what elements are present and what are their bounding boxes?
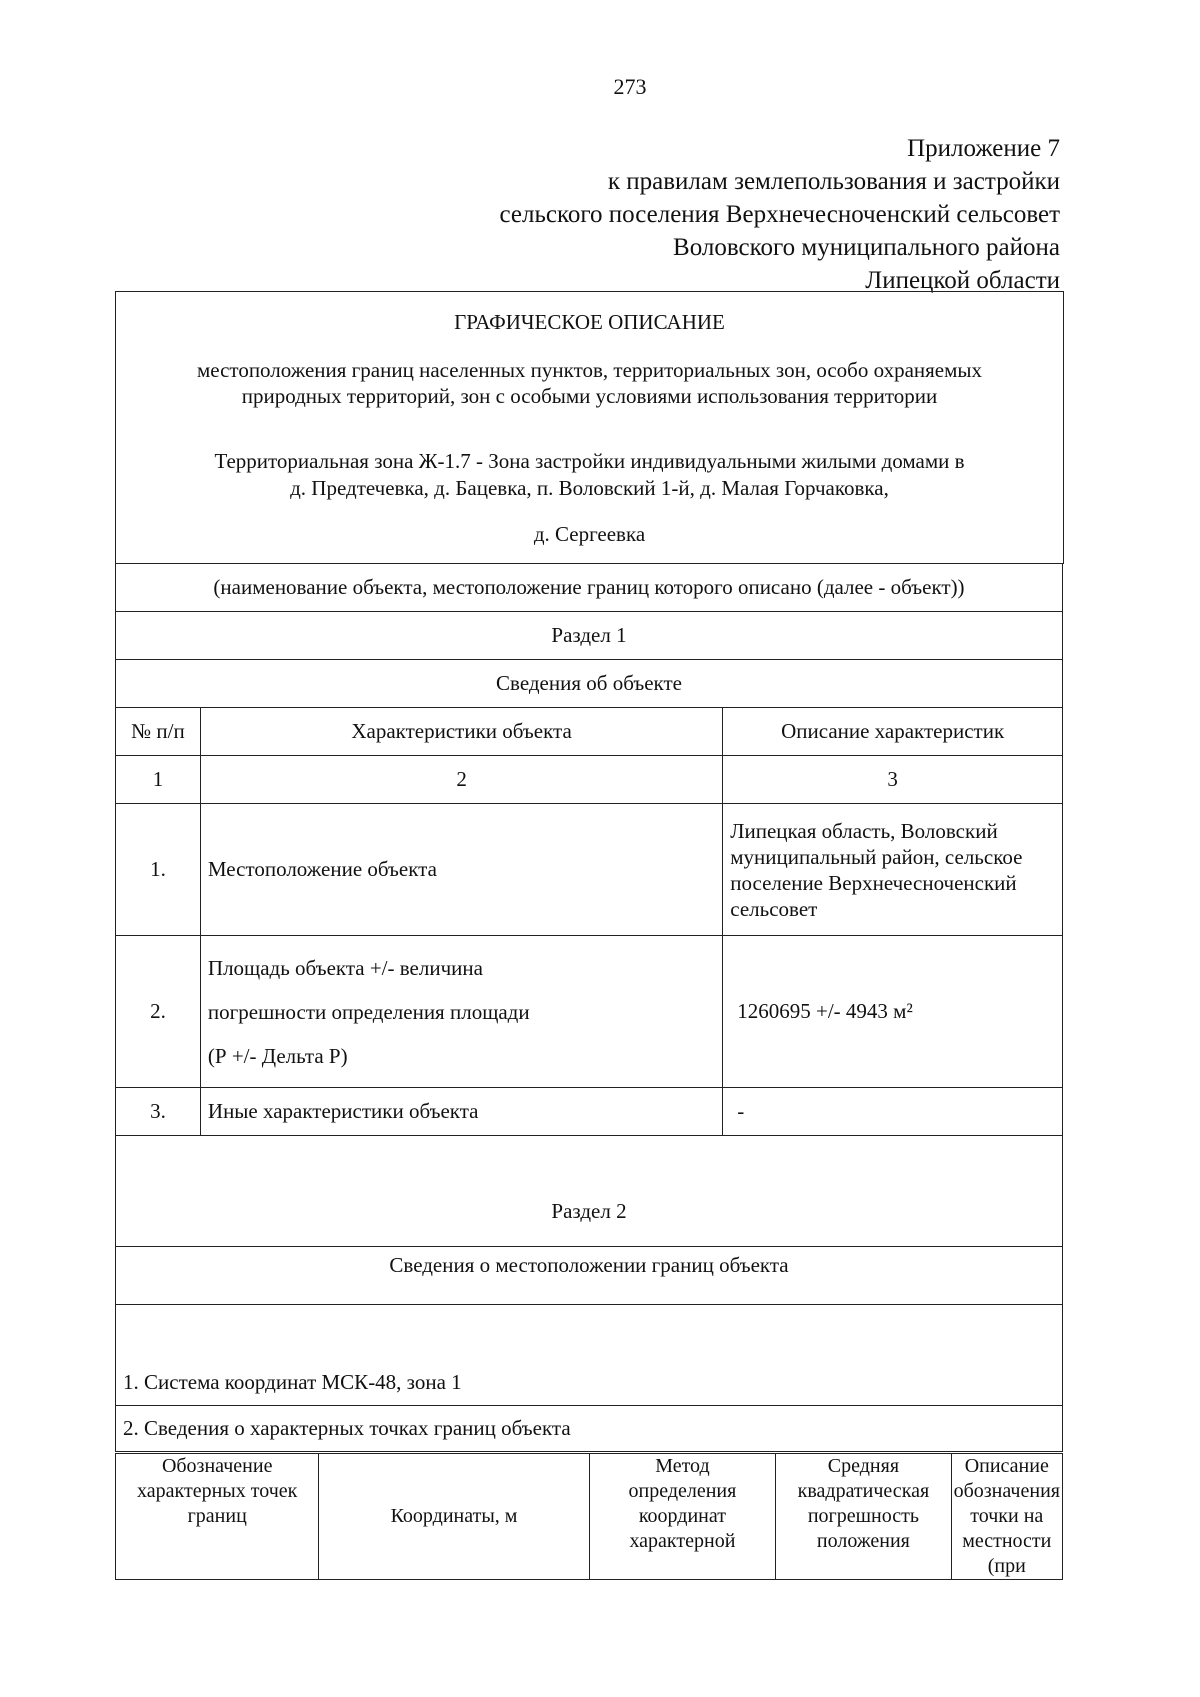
points-caption: 2. Сведения о характерных точках границ объекта [116, 1406, 1063, 1452]
row-number: 1. [116, 804, 201, 936]
object-caption: (наименование объекта, местоположение границ которого описано (далее - объект)) [116, 564, 1063, 612]
row-characteristic: Иные характеристики объекта [200, 1088, 722, 1136]
row-characteristic: Местоположение объекта [200, 804, 722, 936]
section2-title: Раздел 2 [116, 1136, 1063, 1247]
description-line: Липецкая область, Воловский [730, 818, 998, 843]
column-number: 2 [200, 756, 722, 804]
subtitle-line: местоположения границ населенных пунктов, территориальных зон, особо охраняемых [196, 358, 983, 382]
section1-subtitle: Сведения об объекте [116, 660, 1063, 708]
description-line: муниципальный район, сельское [730, 844, 1023, 869]
column-header-error [776, 1454, 951, 1580]
characteristic-line: погрешности определения площади [207, 999, 530, 1024]
coordinate-system: 1. Система координат МСК-48, зона 1 [116, 1305, 1063, 1406]
header-line: характерной [629, 1530, 736, 1552]
appendix-line: к правилам землепользования и застройки [607, 168, 1060, 195]
row-number: 2. [116, 936, 201, 1088]
page-number: 273 [613, 74, 647, 99]
section2-subtitle: Сведения о местоположении границ объекта [116, 1247, 1063, 1305]
description-line: поселение Верхнечесноченский [730, 870, 1017, 895]
row-characteristic [200, 936, 722, 1088]
appendix-line: Приложение 7 [907, 135, 1060, 162]
appendix-line: Воловского муниципального района [673, 234, 1060, 261]
column-header-description: Описание характеристик [723, 708, 1063, 756]
appendix-line: Липецкой области [865, 267, 1060, 294]
document-subtitle [156, 357, 1023, 409]
subtitle-line: природных территорий, зон с особыми условиями использования территории [241, 384, 938, 408]
header-line: координат [638, 1505, 726, 1527]
section1-title: Раздел 1 [116, 612, 1063, 660]
header-line: характерных точек [137, 1480, 298, 1502]
column-header-point-designation [116, 1454, 319, 1580]
header-line: Описание [964, 1455, 1049, 1477]
appendix-line: сельского поселения Верхнечесноченский сельсовет [499, 201, 1060, 228]
boundary-points-table [115, 1453, 1063, 1580]
column-header-method [589, 1454, 776, 1580]
column-header-number: № п/п [116, 708, 201, 756]
header-line: положения [816, 1530, 910, 1552]
document-title: ГРАФИЧЕСКОЕ ОПИСАНИЕ [454, 310, 725, 334]
table-row [116, 804, 1063, 936]
characteristic-line: (Р +/- Дельта Р) [207, 1043, 348, 1068]
header-line: границ [187, 1505, 247, 1527]
characteristic-line: Площадь объекта +/- величина [207, 955, 483, 980]
row-description: - [723, 1088, 1063, 1136]
zone-line: Территориальная зона Ж-1.7 - Зона застройки индивидуальными жилыми домами в [214, 449, 965, 473]
table-row [116, 1088, 1063, 1136]
table-row [116, 936, 1063, 1088]
header-line: Средняя [827, 1455, 900, 1477]
document-title-block [115, 291, 1064, 564]
description-line: сельсовет [730, 896, 818, 921]
header-line: Обозначение [161, 1455, 273, 1477]
header-line: Метод [655, 1455, 710, 1477]
header-line: квадратическая [797, 1480, 930, 1502]
column-number: 3 [723, 756, 1063, 804]
zone-line: д. Предтечевка, д. Бацевка, п. Воловский 1-й, д. Малая Горчаковка, [290, 476, 889, 500]
row-number: 3. [116, 1088, 201, 1136]
header-line: точки на [970, 1505, 1044, 1527]
appendix-header [500, 132, 1061, 297]
column-number: 1 [116, 756, 201, 804]
header-line: Координаты, м [390, 1505, 518, 1527]
column-header-point-description [951, 1454, 1062, 1580]
zone-name [156, 448, 1023, 502]
row-description [723, 804, 1063, 936]
column-header-coordinates [319, 1454, 589, 1580]
zone-last-line: д. Сергеевка [533, 522, 646, 546]
column-header-characteristic: Характеристики объекта [200, 708, 722, 756]
header-line: определения [628, 1480, 737, 1502]
header-line: погрешность [807, 1505, 919, 1527]
object-info-table [115, 563, 1063, 1452]
header-line: обозначения [953, 1480, 1060, 1502]
row-description: 1260695 +/- 4943 м² [723, 936, 1063, 1088]
header-line: местности (при [962, 1530, 1052, 1577]
